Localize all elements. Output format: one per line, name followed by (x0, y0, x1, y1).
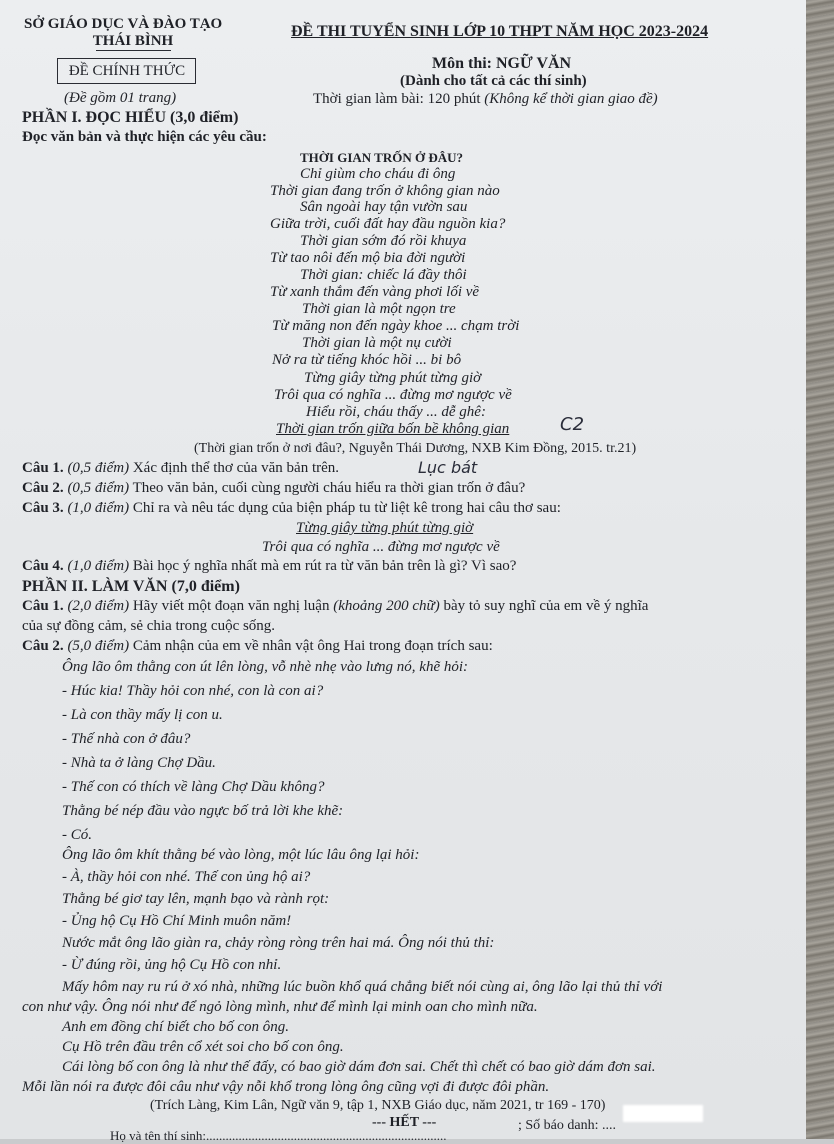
part1-instruction: Đọc văn bản và thực hiện các yêu cầu: (22, 129, 267, 145)
essay-question-1: Câu 1. (2,0 điểm) Hãy viết một đoạn văn nghị luận (khoảng 200 chữ) bày tỏ suy nghĩ của em về ý nghĩa (22, 598, 649, 614)
poem-line: Từ xanh thắm đến vàng phơi lối về (270, 284, 480, 300)
passage-line: - Thế nhà con ở đâu? (62, 731, 191, 747)
passage-line: Nước mắt ông lão giàn ra, chảy ròng ròng trên hai má. Ông nói thủ thỉ: (62, 935, 495, 951)
poem-line: Từ tao nôi đến mộ bia đời người (270, 250, 466, 266)
question-2: Câu 2. (0,5 điểm) Theo văn bản, cuối cùng người cháu hiểu ra thời gian trốn ở đâu? (22, 480, 526, 496)
poem-line: Giữa trời, cuối đất hay đầu nguồn kia? (270, 216, 506, 232)
poem-line: Thời gian: chiếc lá đầy thôi (300, 267, 467, 283)
poem-line: Từ măng non đến ngày khoe ... chạm trời (272, 318, 520, 334)
poem-line: Trôi qua có nghĩa ... đừng mơ ngược về (274, 387, 512, 403)
redaction-block (623, 1105, 703, 1122)
passage-line: - Ủng hộ Cụ Hồ Chí Minh muôn năm! (62, 913, 292, 929)
passage-line: - Nhà ta ở làng Chợ Dầu. (62, 755, 216, 771)
quote-line: Trôi qua có nghĩa ... đừng mơ ngược về (262, 539, 500, 555)
passage-line: Ông lão ôm khít thằng bé vào lòng, một lúc lâu ông lại hỏi: (62, 847, 420, 863)
question-3: Câu 3. (1,0 điểm) Chỉ ra và nêu tác dụng của biện pháp tu từ liệt kê trong hai câu thơ sau: (22, 500, 561, 516)
poem-line: Thời gian đang trốn ở không gian nào (270, 183, 500, 199)
poem-line: Thời gian trốn giữa bốn bề không gian (276, 421, 510, 437)
handwritten-note: Lục bát (418, 458, 478, 477)
passage-source: (Trích Làng, Kim Lân, Ngữ văn 9, tập 1, NXB Giáo dục, năm 2021, tr 169 - 170) (150, 1098, 606, 1113)
passage-line: - Húc kia! Thầy hỏi con nhé, con là con ai? (62, 683, 324, 699)
passage-line: Thằng bé giơ tay lên, mạnh bạo và rành rọt: (62, 891, 330, 907)
handwritten-note: C2 (560, 414, 585, 435)
question-4: Câu 4. (1,0 điểm) Bài học ý nghĩa nhất mà em rút ra từ văn bản trên là gì? Vì sao? (22, 558, 517, 574)
pages-note: (Đề gồm 01 trang) (64, 90, 177, 106)
poem-line: Thời gian là một nụ cười (302, 335, 452, 351)
poem-line: Nở ra từ tiếng khóc hồi ... bi bô (272, 352, 462, 368)
poem-line: Từng giây từng phút từng giờ (304, 370, 482, 386)
passage-line: - Là con thầy mấy lị con u. (62, 707, 223, 723)
exam-title: ĐỀ THI TUYỂN SINH LỚP 10 THPT NĂM HỌC 2023-2024 (291, 23, 709, 40)
passage-line: Mỗi lần nói ra được đôi câu như vậy nỗi khổ trong lòng ông cũng vợi đi được đôi phần. (22, 1079, 550, 1095)
part2-heading: PHẦN II. LÀM VĂN (7,0 điểm) (22, 578, 240, 595)
passage-line: Cái lòng bố con ông là như thế đấy, có bao giờ dám đơn sai. Chết thì chết có bao giờ dám đơn sai. (62, 1059, 656, 1075)
passage-line: - À, thầy hỏi con nhé. Thế con ủng hộ ai? (62, 869, 311, 885)
org-name: SỞ GIÁO DỤC VÀ ĐÀO TẠO (24, 16, 223, 32)
time-info: Thời gian làm bài: 120 phút (Không kể thời gian giao đề) (313, 91, 658, 107)
poem-title: THỜI GIAN TRỐN Ở ĐÂU? (300, 150, 464, 165)
part1-heading: PHẦN I. ĐỌC HIỂU (3,0 điểm) (22, 109, 239, 126)
audience: (Dành cho tất cả các thí sinh) (400, 73, 587, 89)
province-name: THÁI BÌNH (92, 33, 174, 49)
header-divider (96, 50, 171, 51)
poem-line: Thời gian sớm đó rồi khuya (300, 233, 467, 249)
candidate-number-field: ; Số báo danh: .... (518, 1118, 616, 1133)
subject: Môn thi: NGỮ VĂN (432, 55, 572, 72)
official-label: ĐỀ CHÍNH THỨC (68, 63, 186, 79)
passage-line: Mấy hôm nay ru rú ở xó nhà, những lúc buồn khổ quá chẳng biết nói cùng ai, ông lão lại thủ thỉ với (62, 979, 663, 995)
passage-line: - Ừ đúng rồi, ủng hộ Cụ Hồ con nhỉ. (62, 957, 282, 973)
quote-line: Từng giây từng phút từng giờ (296, 520, 474, 536)
passage-line: Ông lão ôm thằng con út lên lòng, vỗ nhè nhẹ vào lưng nó, khẽ hỏi: (62, 659, 469, 675)
question-1: Câu 1. (0,5 điểm) Xác định thể thơ của văn bản trên. (22, 460, 340, 476)
table-surface (806, 0, 834, 1139)
essay-question-1-cont: của sự đồng cảm, sẻ chia trong cuộc sống. (22, 618, 276, 634)
passage-line: - Thế con có thích về làng Chợ Dầu không? (62, 779, 325, 795)
passage-line: Thằng bé nép đầu vào ngực bố trả lời khe khẽ: (62, 803, 344, 819)
passage-line: - Có. (62, 827, 92, 843)
poem-line: Thời gian là một ngọn tre (302, 301, 456, 317)
end-mark: --- HẾT --- (372, 1115, 437, 1130)
essay-question-2: Câu 2. (5,0 điểm) Cảm nhận của em về nhân vật ông Hai trong đoạn trích sau: (22, 638, 493, 654)
poem-line: Hiểu rồi, cháu thấy ... dễ ghê: (306, 404, 486, 420)
passage-line: Anh em đồng chí biết cho bố con ông. (62, 1019, 290, 1035)
poem-line: Chỉ giùm cho cháu đi ông (300, 166, 456, 182)
poem-source: (Thời gian trốn ở nơi đâu?, Nguyễn Thái Dương, NXB Kim Đồng, 2015. tr.21) (194, 441, 637, 456)
passage-line: con như vậy. Ông nói như để ngỏ lòng mình, như để mình lại minh oan cho mình nữa. (22, 999, 538, 1015)
poem-line: Sân ngoài hay tận vườn sau (300, 199, 468, 215)
passage-line: Cụ Hồ trên đầu trên cổ xét soi cho bố con ông. (62, 1039, 344, 1055)
candidate-name-field: Họ và tên thí sinh:.......................................................................... (110, 1128, 447, 1143)
